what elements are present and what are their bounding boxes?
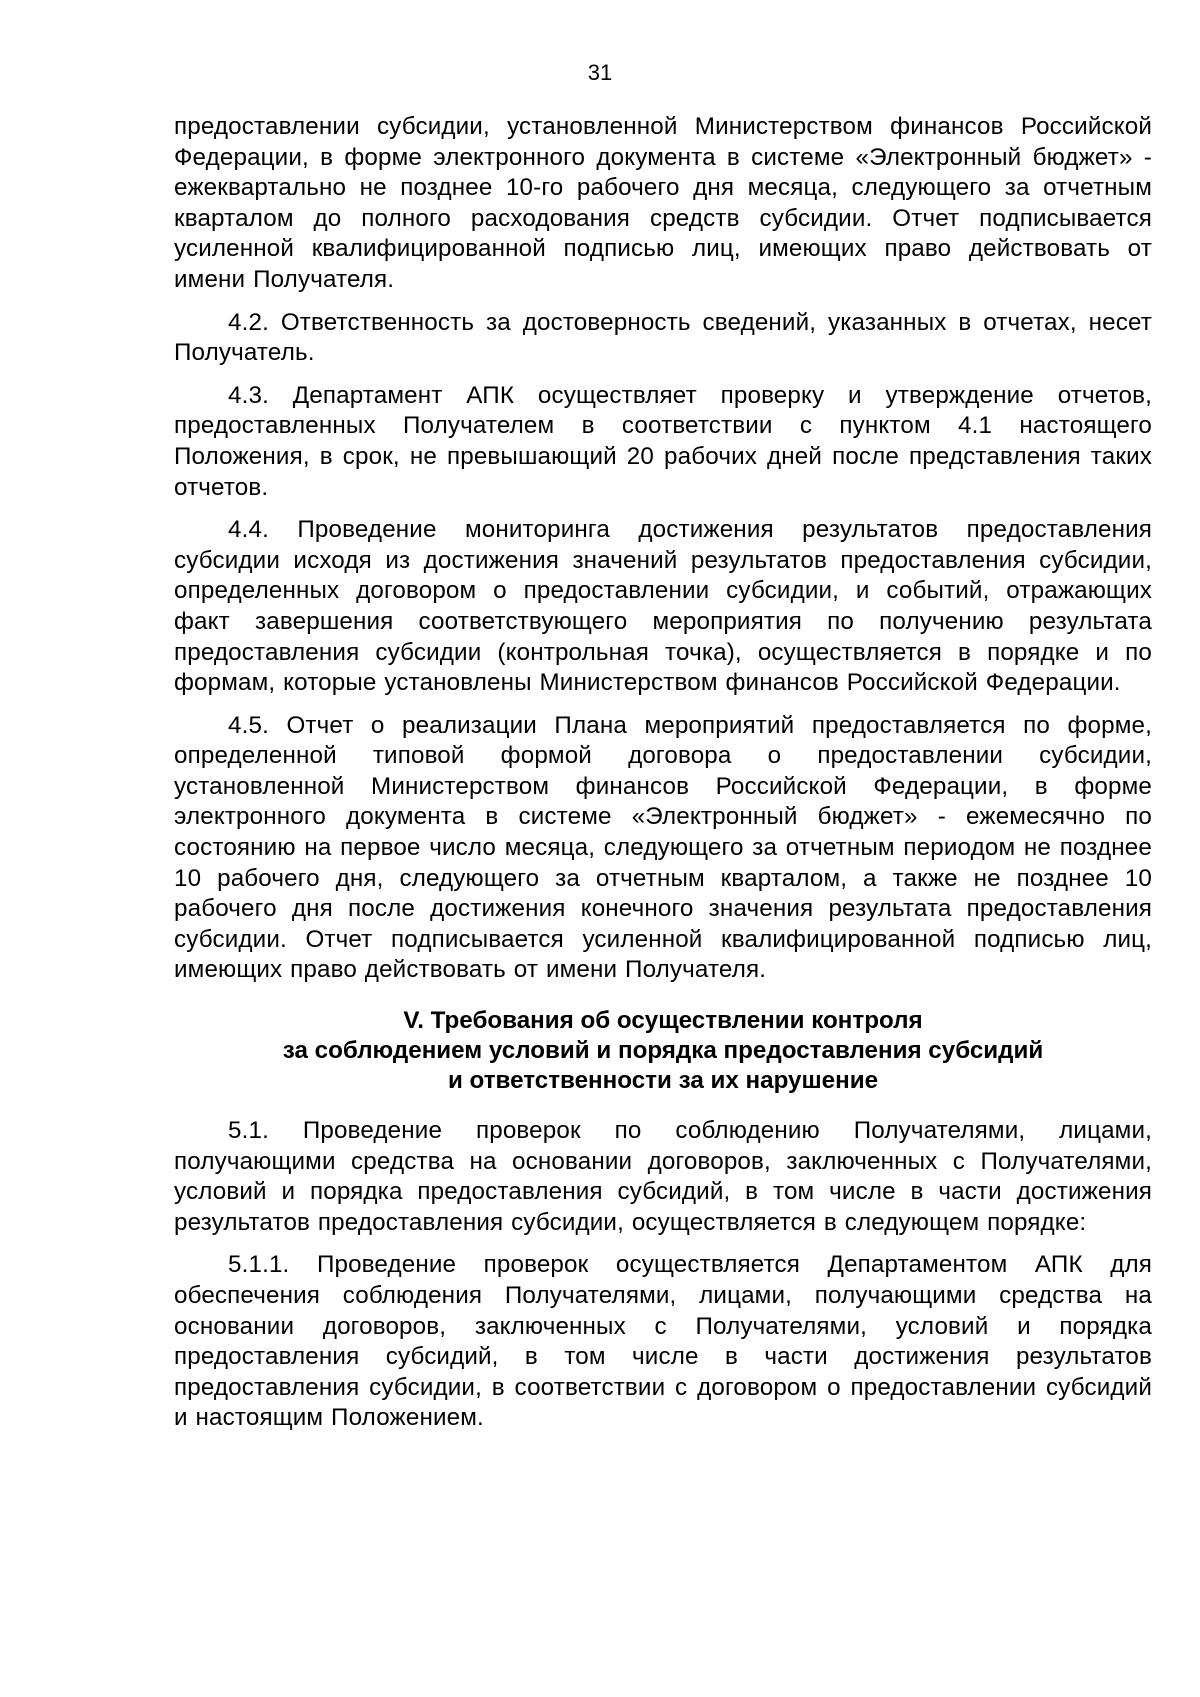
paragraph-5-1-1: 5.1.1. Проведение проверок осуществляется Департаментом АПК для обеспечения соблюдения Получателями, лицами, получающими средства на основании договоров, заключенных с Получателями, условий и порядка предоставления субсидий, в том числе в части достижения результатов предоставления субсидии, в соответствии с договором о предоставлении субсидий и настоящим Положением.	[174, 1251, 1152, 1432]
section-heading-line-3: и ответственности за их нарушение	[447, 1067, 879, 1095]
paragraph-4-5: 4.5. Отчет о реализации Плана мероприятий предоставляется по форме, определенной типовой формой договора о предоставлении субсидии, установленной Министерством финансов Российской Федерации, в форме электронного документа в системе «Электронный бюджет» - ежемесячно по состоянию на первое число месяца, следующего за отчетным периодом не позднее 10 рабочего дня, следующего за отчетным кварталом, а также не позднее 10 рабочего дня после достижения конечного значения результата предоставления субсидии. Отчет подписывается усиленной квалифицированной подписью лиц, имеющих право действовать от имени Получателя.	[174, 711, 1152, 984]
section-heading	[174, 1006, 1152, 1096]
document-body	[174, 112, 1152, 1446]
paragraph-4-4: 4.4. Проведение мониторинга достижения результатов предоставления субсидии исходя из достижения значений результатов предоставления субсидии, определенных договором о предоставлении субсидии, и событий, отражающих факт завершения соответствующего мероприятия по получению результата предоставления субсидии (контрольная точка), осуществляется в порядке и по формам, которые установлены Министерством финансов Российской Федерации.	[174, 516, 1152, 697]
paragraph-5-1: 5.1. Проведение проверок по соблюдению Получателями, лицами, получающими средства на основании договоров, заключенных с Получателями, условий и порядка предоставления субсидий, в том числе в части достижения результатов предоставления субсидии, осуществляется в следующем порядке:	[174, 1117, 1152, 1236]
page-number: 31	[587, 60, 613, 85]
section-heading-line-1: V. Требования об осуществлении контроля	[403, 1007, 923, 1035]
section-heading-line-2: за соблюдением условий и порядка предоставления субсидий	[282, 1037, 1044, 1065]
paragraph-4-1-continuation: предоставлении субсидии, установленной Министерством финансов Российской Федерации, в форме электронного документа в системе «Электронный бюджет» - ежеквартально не позднее 10-го рабочего дня месяца, следующего за отчетным кварталом до полного расходования средств субсидии. Отчет подписывается усиленной квалифицированной подписью лиц, имеющих право действовать от имени Получателя.	[174, 113, 1152, 293]
paragraph-4-3: 4.3. Департамент АПК осуществляет проверку и утверждение отчетов, предоставленных Получателем в соответствии с пунктом 4.1 настоящего Положения, в срок, не превышающий 20 рабочих дней после представления таких отчетов.	[174, 381, 1152, 501]
paragraph-4-2: 4.2. Ответственность за достоверность сведений, указанных в отчетах, несет Получатель.	[174, 308, 1152, 367]
